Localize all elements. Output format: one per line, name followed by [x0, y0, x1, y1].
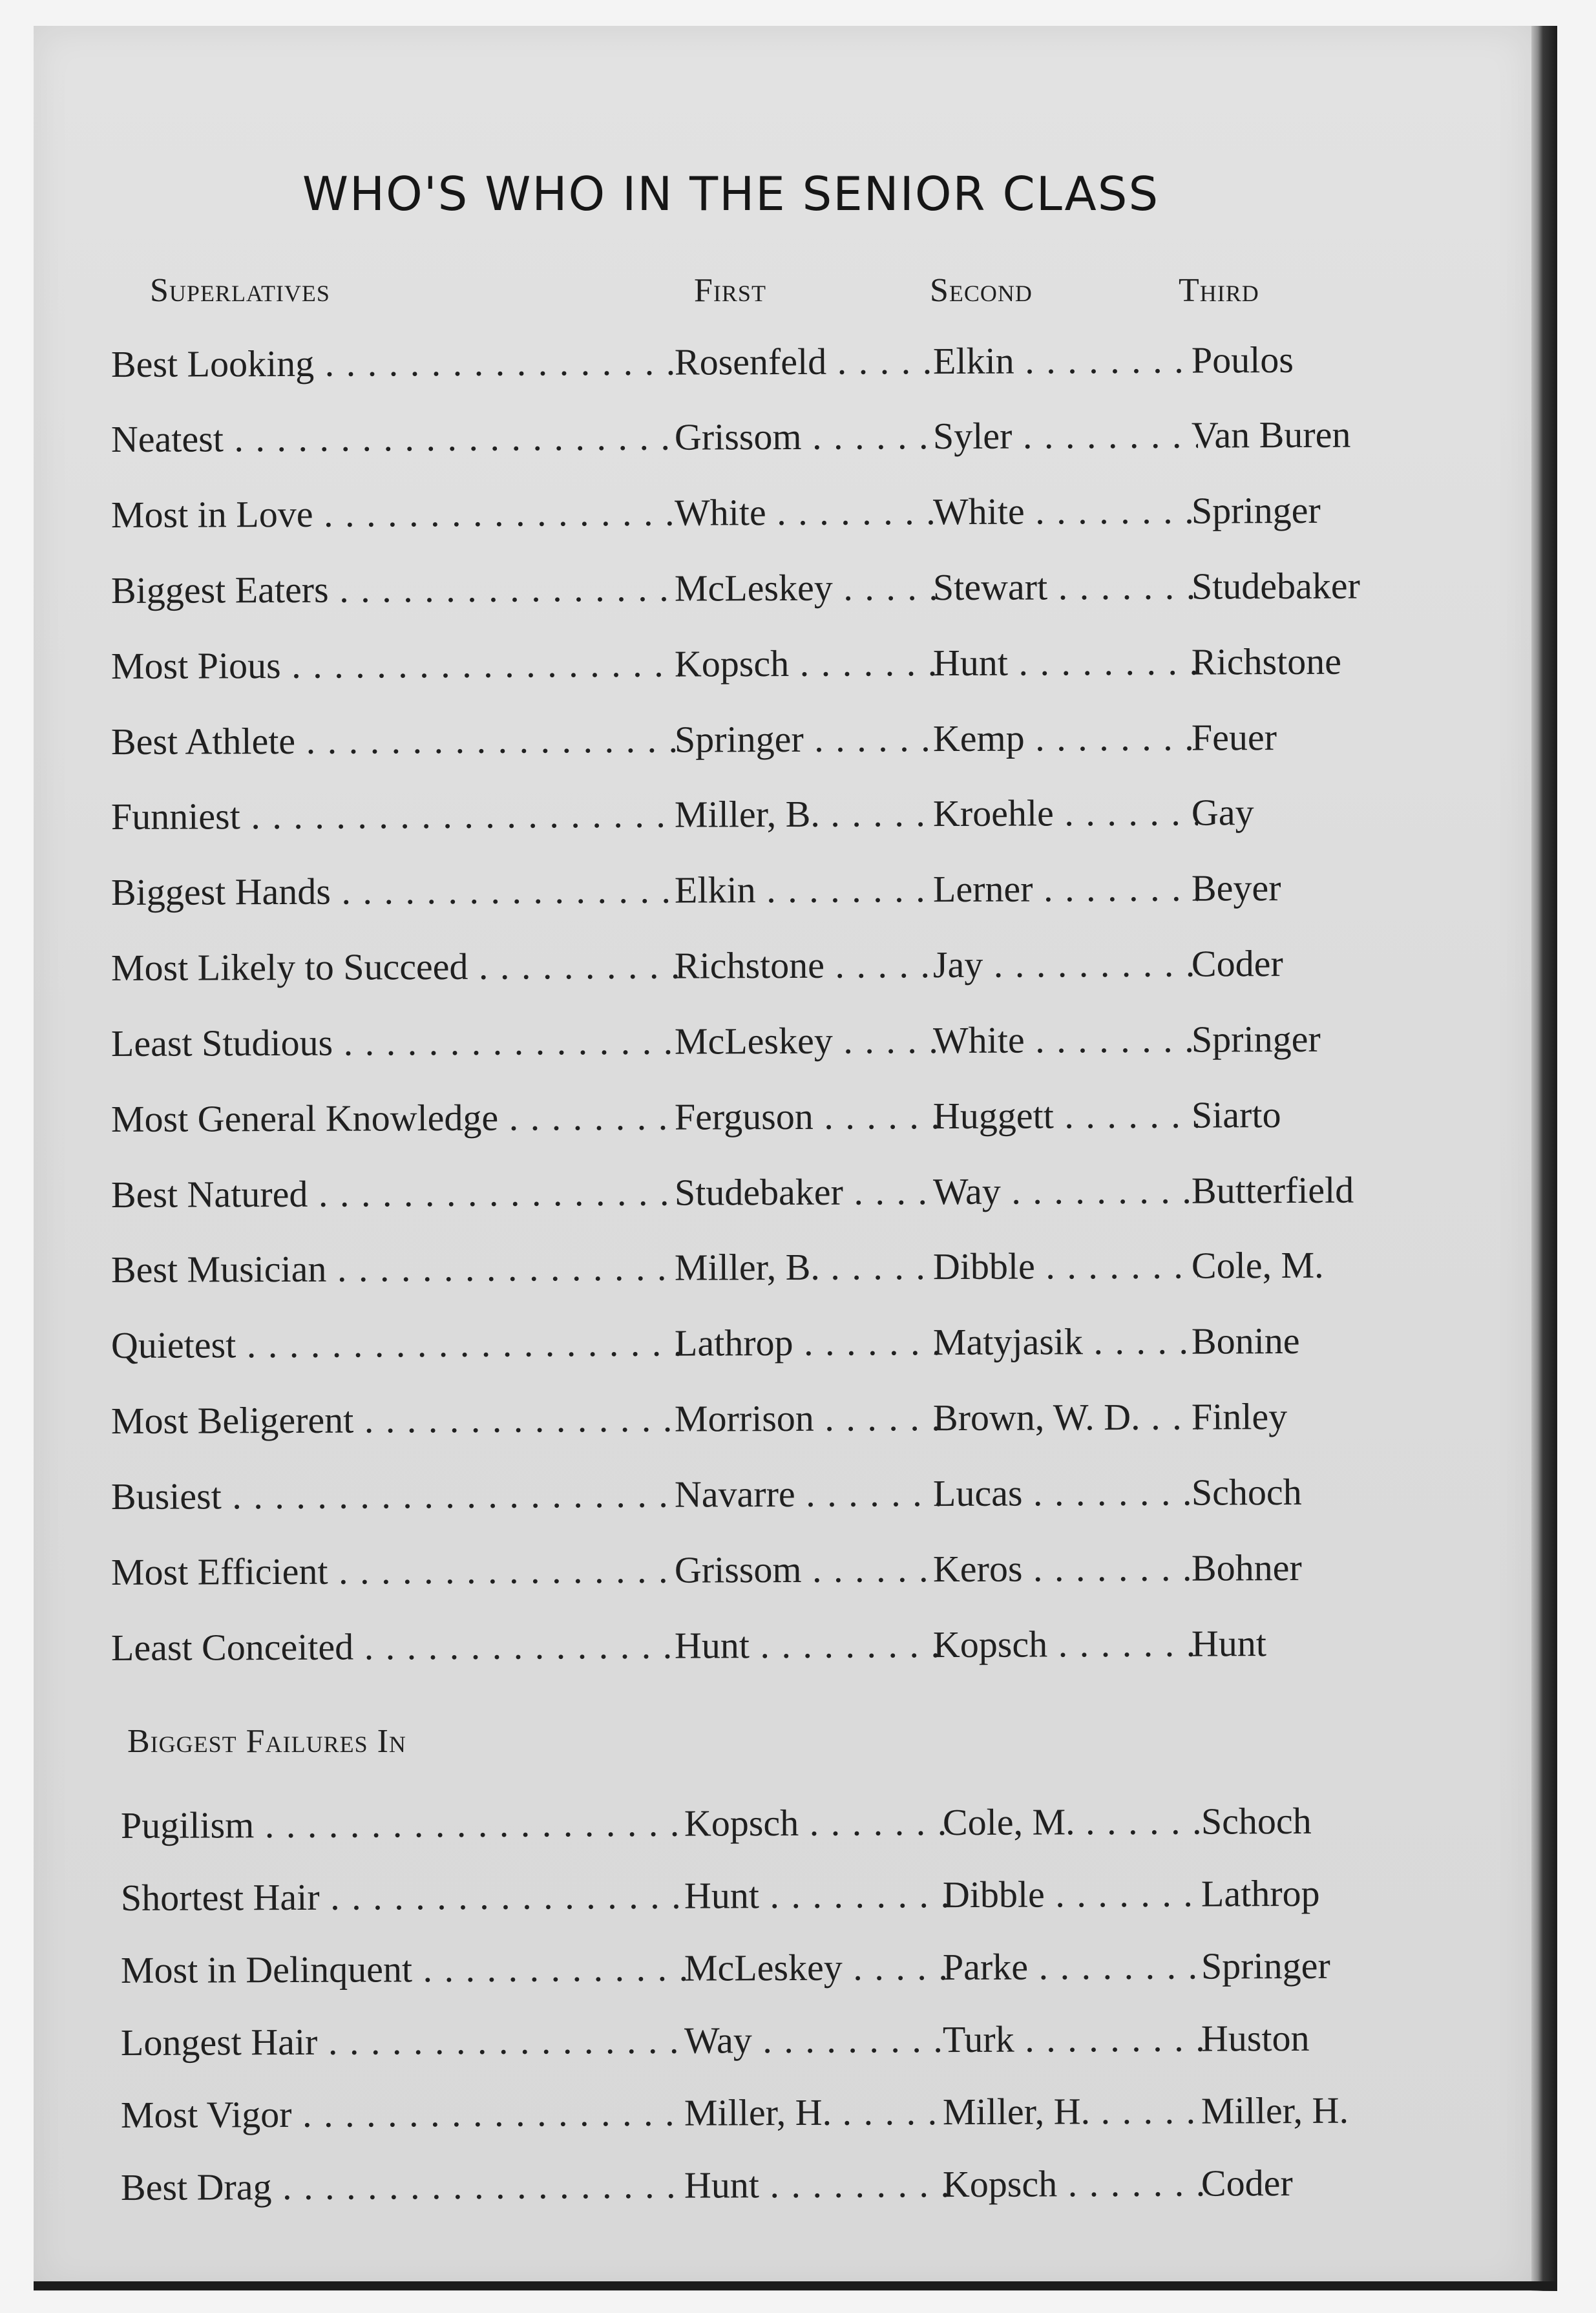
table-row — [111, 1243, 1423, 1300]
second-place: Kroehle . . . — [933, 791, 1198, 836]
third-place: Richstone — [1191, 640, 1342, 683]
third-place: Huston — [1201, 2016, 1310, 2060]
category-label: Neatest . . . — [111, 416, 680, 461]
second-place: Syler . . . — [933, 414, 1198, 458]
category-label: Longest Hair . . . — [121, 2019, 689, 2064]
table-row — [111, 564, 1423, 620]
second-place: Kopsch . . . — [933, 1622, 1198, 1667]
category-label: Most General Knowledge . . . — [111, 1095, 680, 1141]
third-place: Beyer — [1191, 867, 1281, 909]
second-place: Turk . . . — [943, 2017, 1208, 2062]
category-label: Best Athlete . . . — [111, 718, 680, 763]
third-place: Butterfield — [1191, 1168, 1354, 1212]
third-place: Miller, H. — [1201, 2089, 1349, 2132]
category-label: Most in Love . . . — [111, 491, 680, 536]
category-label: Least Studious . . . — [111, 1020, 680, 1065]
category-label: Most Efficient . . . — [111, 1548, 680, 1594]
category-label: Best Looking . . . — [111, 341, 680, 386]
first-place: Lathrop . . . — [675, 1320, 940, 1365]
first-place: Elkin . . . — [675, 867, 940, 912]
table-row — [111, 412, 1423, 469]
page-title: WHO'S WHO IN THE SENIOR CLASS — [302, 167, 1160, 221]
first-place: McLeskey . . . — [675, 1019, 940, 1063]
category-label: Shortest Hair . . . — [121, 1874, 689, 1919]
first-place: Studebaker . . . — [675, 1170, 940, 1214]
second-place: Miller, H. . . . — [943, 2089, 1208, 2134]
second-place: Cole, M. . . . — [943, 1800, 1208, 1844]
second-place: Stewart . . . — [933, 565, 1198, 609]
yearbook-page — [34, 26, 1531, 2291]
third-place: Hunt — [1191, 1622, 1267, 1665]
category-label: Most in Delinquent . . . — [121, 1947, 689, 1992]
header-first: First — [694, 272, 766, 309]
third-place: Bonine — [1191, 1319, 1300, 1362]
category-label: Pugilism . . . — [121, 1802, 689, 1847]
header-superlatives: Superlatives — [150, 272, 330, 309]
category-label: Biggest Hands . . . — [111, 869, 680, 914]
third-place: Lathrop — [1201, 1872, 1320, 1915]
header-second: Second — [930, 272, 1033, 309]
first-place: McLeskey . . . — [684, 1945, 949, 1990]
header-third: Third — [1179, 272, 1259, 309]
table-row — [111, 1394, 1423, 1451]
first-place: Hunt . . . — [684, 1873, 949, 1917]
first-place: Grissom . . . — [675, 1547, 940, 1592]
third-place: Bohner — [1191, 1546, 1302, 1589]
table-row — [111, 1092, 1423, 1149]
third-place: Springer — [1191, 1017, 1321, 1061]
table-row — [111, 715, 1423, 772]
superlatives-table — [34, 26, 1531, 2291]
second-place: Parke . . . — [943, 1945, 1208, 1989]
category-label: Quietest . . . — [111, 1322, 680, 1367]
first-place: Morrison . . . — [675, 1396, 940, 1441]
page-bottom-edge — [34, 2281, 1557, 2290]
category-label: Best Musician . . . — [111, 1246, 680, 1291]
table-row — [111, 639, 1423, 696]
third-place: Springer — [1191, 489, 1321, 532]
third-place: Studebaker — [1191, 564, 1361, 607]
table-row — [121, 1871, 1433, 1928]
second-place: Lerner . . . — [933, 867, 1198, 911]
first-place: Richstone . . . — [675, 943, 940, 988]
third-place: Siarto — [1191, 1093, 1281, 1136]
table-row — [111, 1017, 1423, 1073]
table-row — [111, 941, 1423, 998]
table-row — [111, 790, 1423, 847]
third-place: Gay — [1191, 791, 1254, 834]
second-place: Kopsch . . . — [943, 2162, 1208, 2206]
first-place: Springer . . . — [675, 717, 940, 761]
table-row — [121, 2160, 1433, 2217]
first-place: Grissom . . . — [675, 414, 940, 459]
table-row — [121, 2088, 1433, 2145]
second-place: Hunt . . . — [933, 640, 1198, 685]
first-place: Miller, B. . . . — [675, 792, 940, 836]
category-label: Least Conceited . . . — [111, 1624, 680, 1669]
third-place: Van Buren — [1191, 413, 1351, 456]
category-label: Most Likely to Succeed . . . — [111, 944, 680, 989]
second-place: Way . . . — [933, 1169, 1198, 1214]
book-binding-edge — [1531, 26, 1557, 2291]
table-row — [121, 1799, 1433, 1855]
second-place: Brown, W. D. . . . — [933, 1395, 1198, 1440]
first-place: Kopsch . . . — [684, 1801, 949, 1845]
table-row — [121, 1943, 1433, 2000]
third-place: Cole, M. — [1191, 1243, 1324, 1287]
second-place: Dibble . . . — [943, 1872, 1208, 1917]
table-row — [111, 1470, 1423, 1526]
third-place: Coder — [1191, 942, 1283, 985]
third-place: Springer — [1201, 1944, 1330, 1987]
second-place: White . . . — [933, 489, 1198, 534]
table-row — [111, 1545, 1423, 1602]
third-place: Schoch — [1191, 1470, 1302, 1514]
first-place: Hunt . . . — [675, 1623, 940, 1667]
third-place: Finley — [1191, 1395, 1288, 1438]
table-row — [111, 337, 1423, 394]
first-place: Hunt . . . — [684, 2162, 949, 2207]
second-place: Matyjasik . . . — [933, 1320, 1198, 1364]
second-place: White . . . — [933, 1018, 1198, 1062]
first-place: McLeskey . . . — [675, 565, 940, 610]
second-place: Jay . . . — [933, 942, 1198, 987]
third-place: Schoch — [1201, 1799, 1312, 1843]
second-place: Keros . . . — [933, 1547, 1198, 1591]
table-row — [111, 865, 1423, 922]
first-place: Navarre . . . — [675, 1472, 940, 1516]
first-place: White . . . — [675, 490, 940, 534]
third-place: Feuer — [1191, 716, 1277, 759]
second-place: Lucas . . . — [933, 1471, 1198, 1516]
first-place: Miller, H. . . . — [684, 2090, 949, 2135]
first-place: Kopsch . . . — [675, 641, 940, 686]
second-place: Elkin . . . — [933, 339, 1198, 383]
category-label: Best Drag . . . — [121, 2164, 689, 2209]
failures-section-heading: Biggest Failures In — [127, 1723, 406, 1760]
first-place: Miller, B. . . . — [675, 1245, 940, 1289]
table-row — [111, 1168, 1423, 1225]
category-label: Busiest . . . — [111, 1473, 680, 1518]
first-place: Way . . . — [684, 2018, 949, 2062]
category-label: Funniest . . . — [111, 793, 680, 838]
second-place: Huggett . . . — [933, 1093, 1198, 1138]
category-label: Most Beligerent . . . — [111, 1397, 680, 1442]
category-label: Best Natured . . . — [111, 1171, 680, 1216]
category-label: Biggest Eaters . . . — [111, 567, 680, 612]
second-place: Kemp . . . — [933, 716, 1198, 761]
third-place: Coder — [1201, 2162, 1293, 2204]
category-label: Most Pious . . . — [111, 642, 680, 688]
table-row — [111, 1621, 1423, 1678]
table-row — [111, 1318, 1423, 1375]
first-place: Ferguson . . . — [675, 1094, 940, 1139]
table-row — [111, 488, 1423, 545]
first-place: Rosenfeld . . . — [675, 339, 940, 384]
third-place: Poulos — [1191, 338, 1294, 381]
table-row — [121, 2016, 1433, 2073]
category-label: Most Vigor . . . — [121, 2091, 689, 2137]
second-place: Dibble . . . — [933, 1244, 1198, 1289]
